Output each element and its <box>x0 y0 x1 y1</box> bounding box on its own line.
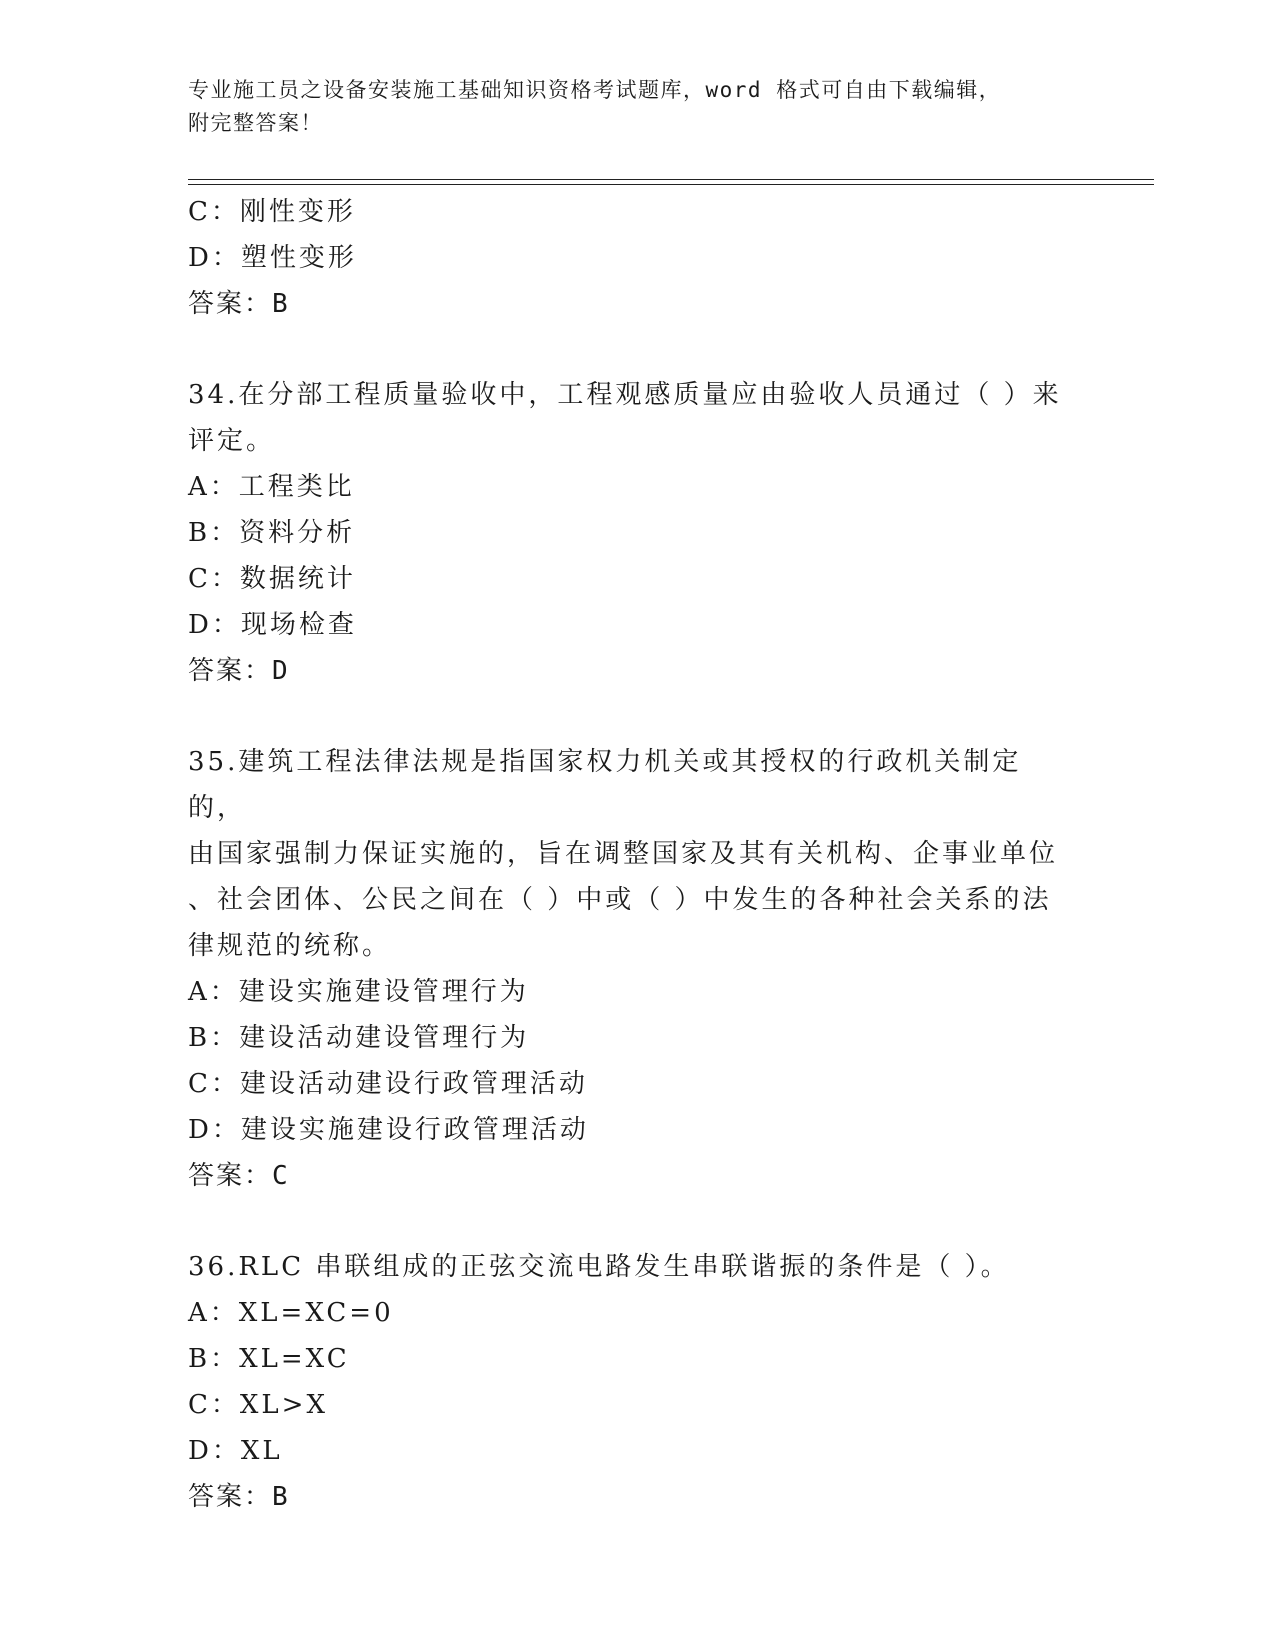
option-text: 塑性变形 <box>240 243 357 273</box>
option-a <box>188 969 1068 1015</box>
answer-label: 答案： <box>188 289 273 319</box>
option-label: C： <box>188 564 240 594</box>
option-text: XL>X <box>239 1390 328 1420</box>
option-text: 刚性变形 <box>239 197 356 227</box>
option-label: B： <box>188 1344 240 1374</box>
stem-text: 建筑工程法律法规是指国家权力机关或其授权的行政机关制定的， <box>188 747 1022 823</box>
option-d <box>188 602 1068 648</box>
option-text: 工程类比 <box>238 472 355 502</box>
option-label: C： <box>188 1069 240 1099</box>
question-34 <box>188 372 1068 694</box>
answer-label: 答案： <box>188 656 273 686</box>
option-label: B： <box>188 518 240 548</box>
option-d <box>188 1428 1068 1474</box>
stem-text: 在分部工程质量验收中，工程观感质量应由验收人员通过（ ）来 <box>238 380 1062 410</box>
option-c <box>188 1061 1068 1107</box>
stem-line: 、社会团体、公民之间在（ ）中或（ ）中发生的各种社会关系的法 <box>188 885 1052 915</box>
option-text: 资料分析 <box>239 518 356 548</box>
option-d <box>188 235 1068 281</box>
option-a <box>188 464 1068 510</box>
option-b <box>188 1015 1068 1061</box>
answer-label: 答案： <box>188 1161 273 1191</box>
question-number: 35. <box>188 747 239 777</box>
answer-value: B <box>272 1482 289 1512</box>
option-text: XL <box>240 1436 283 1466</box>
option-label: A： <box>188 1298 239 1328</box>
option-a <box>188 1290 1068 1336</box>
question-36 <box>188 1244 1068 1520</box>
option-text: 建设实施建设管理行为 <box>238 977 529 1007</box>
document-header <box>188 74 1068 140</box>
answer-line <box>188 1153 1068 1199</box>
answer-line <box>188 1474 1068 1520</box>
stem-line <box>188 372 1068 418</box>
answer-value: C <box>272 1161 289 1191</box>
header-line-1: 专业施工员之设备安装施工基础知识资格考试题库，word 格式可自由下载编辑， <box>188 78 1002 102</box>
header-divider-bottom <box>188 184 1154 185</box>
question-number: 34. <box>188 380 239 410</box>
option-label: C： <box>188 1390 240 1420</box>
option-label: D： <box>188 1436 241 1466</box>
question-fragment <box>188 189 1068 327</box>
option-d <box>188 1107 1068 1153</box>
stem-line: 由国家强制力保证实施的，旨在调整国家及其有关机构、企事业单位 <box>188 839 1059 869</box>
option-text: XL=XC=0 <box>238 1298 394 1328</box>
option-label: B： <box>188 1023 240 1053</box>
stem-line <box>188 739 1068 831</box>
option-label: A： <box>188 977 239 1007</box>
option-label: D： <box>188 243 241 273</box>
option-b <box>188 510 1068 556</box>
header-divider-top <box>188 179 1154 180</box>
question-stem <box>188 739 1068 969</box>
option-c <box>188 556 1068 602</box>
question-number: 36. <box>188 1252 239 1282</box>
answer-line <box>188 281 1068 327</box>
option-b <box>188 1336 1068 1382</box>
answer-label: 答案： <box>188 1482 273 1512</box>
stem-line: 律规范的统称。 <box>188 931 392 961</box>
question-35 <box>188 739 1068 1199</box>
option-text: 建设实施建设行政管理活动 <box>240 1115 589 1145</box>
option-label: C： <box>188 197 240 227</box>
stem-line: 评定。 <box>188 426 276 456</box>
stem-text: RLC 串联组成的正弦交流电路发生串联谐振的条件是（ ）。 <box>238 1252 1010 1282</box>
question-list <box>188 189 1068 1520</box>
question-stem <box>188 1244 1068 1290</box>
option-label: D： <box>188 610 241 640</box>
option-text: 数据统计 <box>239 564 356 594</box>
option-text: 现场检查 <box>240 610 357 640</box>
option-label: D： <box>188 1115 241 1145</box>
question-stem <box>188 372 1068 464</box>
answer-value: D <box>272 656 289 686</box>
option-c <box>188 189 1068 235</box>
option-text: 建设活动建设管理行为 <box>239 1023 530 1053</box>
header-line-2: 附完整答案！ <box>188 111 323 135</box>
answer-value: B <box>272 289 289 319</box>
option-text: XL=XC <box>239 1344 350 1374</box>
answer-line <box>188 648 1068 694</box>
option-c <box>188 1382 1068 1428</box>
option-text: 建设活动建设行政管理活动 <box>239 1069 588 1099</box>
stem-line <box>188 1244 1068 1290</box>
option-label: A： <box>188 472 239 502</box>
